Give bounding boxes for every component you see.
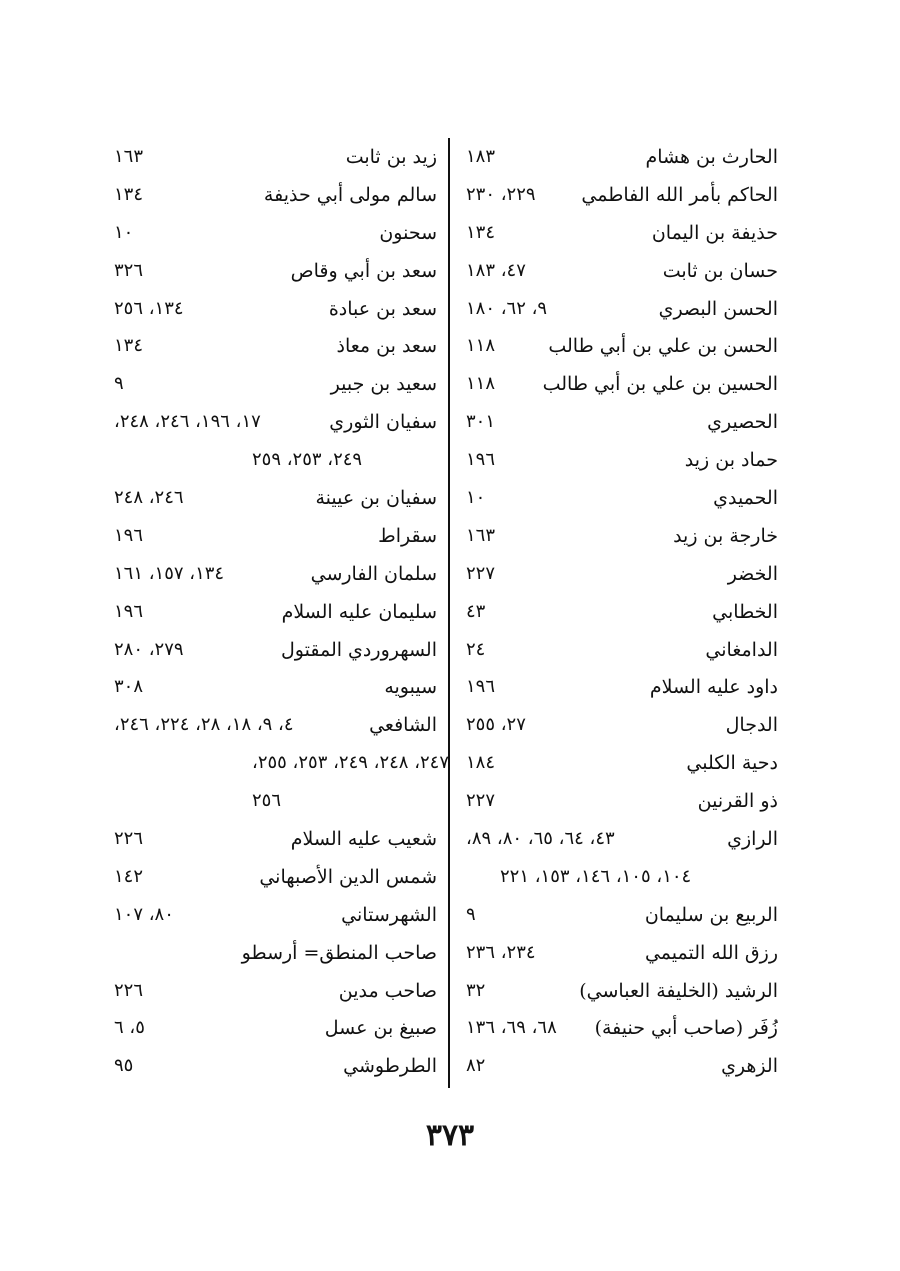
- entry-name: زُفَر (صاحب أبي حنيفة): [594, 1017, 778, 1040]
- entry-pages: ١٣٤: [114, 183, 144, 205]
- entry-pages: ٩: [114, 373, 124, 395]
- index-entry: [112, 1049, 437, 1087]
- index-entry: [112, 367, 437, 405]
- index-entry: [418, 367, 778, 405]
- index-entry: [112, 860, 437, 898]
- entry-pages: ٢٣٤، ٢٣٦: [466, 941, 536, 963]
- entry-pages: ٢٢٦: [114, 979, 144, 1001]
- entry-name: السهروردي المقتول: [281, 638, 437, 661]
- index-entry: [112, 670, 437, 708]
- index-entry: [112, 595, 437, 633]
- entry-pages: ١٣٤، ١٥٧، ١٦١: [114, 562, 225, 584]
- index-entry: [418, 519, 778, 557]
- index-entry: [418, 822, 778, 860]
- entry-pages: ١٦٣: [466, 524, 496, 546]
- entry-name: الحصيري: [707, 411, 778, 434]
- entry-pages: ١١٨: [466, 335, 496, 357]
- entry-name: الحسين بن علي بن أبي طالب: [542, 373, 778, 396]
- entry-pages: ٥، ٦: [114, 1017, 145, 1039]
- entry-pages: ٤٧، ١٨٣: [466, 259, 526, 281]
- entry-name: سعد بن عبادة: [328, 297, 437, 320]
- entry-name: سحنون: [379, 221, 437, 244]
- entry-pages: ٩٥: [114, 1055, 134, 1077]
- entry-name: داود عليه السلام: [649, 676, 778, 699]
- index-entry: [112, 254, 437, 292]
- entry-pages: ١٩٦: [466, 676, 496, 698]
- entry-pages: ٢٢٧: [466, 562, 496, 584]
- entry-pages: ٣٠٨: [114, 676, 144, 698]
- index-entry: [112, 708, 437, 746]
- index-entry: [418, 140, 778, 178]
- entry-name: سليمان عليه السلام: [281, 600, 437, 623]
- index-entry: [112, 216, 437, 254]
- entry-pages: ٨٢: [466, 1055, 486, 1077]
- entry-pages: ٢٤: [466, 638, 486, 660]
- entry-pages: ٩، ٦٢، ١٨٠: [466, 297, 548, 319]
- entry-pages: ٢٢٦: [114, 828, 144, 850]
- index-column-left: [112, 140, 450, 1087]
- index-entry: [418, 481, 778, 519]
- entry-name: سفيان بن عيينة: [315, 487, 437, 510]
- index-entry: [418, 746, 778, 784]
- index-column-right: [418, 140, 778, 1087]
- entry-pages-continued: ١٠٤، ١٠٥، ١٤٦، ١٥٣، ٢٢١: [500, 865, 692, 887]
- index-entry: [418, 898, 778, 936]
- entry-name: سعد بن أبي وقاص: [290, 259, 437, 282]
- index-entry: [418, 784, 778, 822]
- entry-pages: ١١٨: [466, 373, 496, 395]
- entry-name: سعيد بن جبير: [330, 373, 437, 396]
- index-entry: [112, 481, 437, 519]
- entry-name: شمس الدين الأصبهاني: [259, 865, 437, 888]
- entry-name: حذيفة بن اليمان: [651, 221, 778, 244]
- column-divider: [448, 138, 450, 1088]
- index-entry: [418, 595, 778, 633]
- entry-name: سعد بن معاذ: [336, 335, 437, 358]
- entry-name: الخطابي: [712, 600, 778, 623]
- entry-name: سالم مولى أبي حذيفة: [263, 183, 437, 206]
- index-entry: [112, 746, 450, 784]
- entry-name: سفيان الثوري: [329, 411, 437, 434]
- entry-name: الربيع بن سليمان: [644, 903, 778, 926]
- entry-name: الدامغاني: [705, 638, 778, 661]
- entry-pages-continued: ٢٥٦: [252, 790, 282, 812]
- index-entry: [112, 898, 437, 936]
- entry-pages: ١٣٤: [114, 335, 144, 357]
- entry-name: صبيغ بن عسل: [324, 1017, 437, 1040]
- entry-name: الحاكم بأمر الله الفاطمي: [581, 183, 778, 206]
- entry-pages: ١٧، ١٩٦، ٢٤٦، ٢٤٨،: [114, 411, 261, 433]
- index-entry: [112, 784, 437, 822]
- index-entry: [112, 178, 437, 216]
- entry-name: الشهرستاني: [341, 903, 437, 926]
- index-entry: [418, 254, 778, 292]
- entry-name: سلمان الفارسي: [310, 562, 437, 585]
- entry-pages: ٩: [466, 903, 476, 925]
- index-entry: [112, 519, 437, 557]
- index-entry: [112, 822, 437, 860]
- entry-pages: ٣٠١: [466, 411, 496, 433]
- entry-name: الشافعي: [369, 714, 437, 737]
- entry-name: الحميدي: [713, 487, 778, 510]
- index-entry: [112, 140, 437, 178]
- entry-name: زيد بن ثابت: [345, 146, 437, 168]
- entry-pages: ٣٢٦: [114, 259, 144, 281]
- entry-pages: ٢٢٧: [466, 790, 496, 812]
- index-entry: [418, 936, 778, 974]
- index-entry: [418, 974, 778, 1012]
- entry-pages: ٤، ٩، ١٨، ٢٨، ٢٢٤، ٢٤٦،: [114, 714, 294, 736]
- entry-pages: ٨٠، ١٠٧: [114, 903, 174, 925]
- entry-name: خارجة بن زيد: [673, 524, 778, 547]
- entry-pages: ١٣٤: [466, 221, 496, 243]
- entry-name: الحسن البصري: [658, 297, 778, 320]
- entry-pages: ٢٧٩، ٢٨٠: [114, 638, 184, 660]
- index-entry: [112, 443, 437, 481]
- entry-pages-continued: ٢٤٧، ٢٤٨، ٢٤٩، ٢٥٣، ٢٥٥،: [252, 752, 450, 774]
- index-entry: [418, 405, 778, 443]
- entry-name: سقراط: [378, 524, 437, 547]
- index-entry: [418, 708, 778, 746]
- index-entry: [418, 329, 778, 367]
- entry-pages-continued: ٢٤٩، ٢٥٣، ٢٥٩: [252, 449, 363, 471]
- index-entry: [418, 216, 778, 254]
- entry-name: صاحب المنطق= أرسطو: [241, 941, 437, 964]
- entry-name: حسان بن ثابت: [662, 259, 778, 282]
- index-entry: [418, 1049, 778, 1087]
- entry-name: صاحب مدين: [338, 979, 437, 1002]
- entry-pages: ١٠: [114, 221, 134, 243]
- index-entry: [418, 860, 778, 898]
- entry-pages: ٢٧، ٢٥٥: [466, 714, 526, 736]
- entry-name: رزق الله التميمي: [644, 941, 778, 964]
- entry-name: الزهري: [721, 1055, 778, 1078]
- entry-pages: ١٩٦: [114, 524, 144, 546]
- entry-name: الخضر: [727, 562, 778, 585]
- index-entry: [418, 292, 778, 330]
- index-entry: [112, 936, 437, 974]
- page-number: ٣٧٣: [425, 1118, 475, 1153]
- entry-pages: ٤٣: [466, 600, 486, 622]
- index-entry: [418, 1011, 778, 1049]
- entry-name: الطرطوشي: [343, 1055, 437, 1078]
- entry-name: الرشيد (الخليفة العباسي): [579, 979, 778, 1002]
- entry-name: حماد بن زيد: [684, 449, 778, 472]
- entry-name: الحارث بن هشام: [645, 146, 778, 168]
- entry-name: الرازي: [727, 828, 778, 851]
- entry-name: سيبويه: [384, 676, 437, 699]
- entry-pages: ١٨٣: [466, 146, 496, 167]
- entry-pages: ٤٣، ٦٤، ٦٥، ٨٠، ٨٩،: [466, 828, 615, 850]
- entry-name: دحية الكلبي: [686, 752, 778, 775]
- index-entry: [112, 1011, 437, 1049]
- index-entry: [112, 292, 437, 330]
- entry-pages: ١٩٦: [114, 600, 144, 622]
- index-entry: [418, 443, 778, 481]
- entry-pages: ١٤٢: [114, 865, 144, 887]
- index-entry: [418, 670, 778, 708]
- entry-name: الحسن بن علي بن أبي طالب: [548, 335, 778, 358]
- index-entry: [112, 974, 437, 1012]
- entry-pages: ١٣٤، ٢٥٦: [114, 297, 184, 319]
- entry-pages: ١٨٤: [466, 752, 496, 774]
- index-entry: [112, 329, 437, 367]
- entry-name: الدجال: [725, 714, 778, 737]
- index-entry: [418, 178, 778, 216]
- entry-pages: ١٩٦: [466, 449, 496, 471]
- entry-name: ذو القرنين: [697, 790, 778, 813]
- entry-pages: ٢٤٦، ٢٤٨: [114, 487, 184, 509]
- entry-name: شعيب عليه السلام: [290, 828, 437, 851]
- index-entry: [112, 557, 437, 595]
- entry-pages: ٢٢٩، ٢٣٠: [466, 183, 536, 205]
- index-entry: [418, 633, 778, 671]
- index-entry: [112, 405, 437, 443]
- entry-pages: ٦٨، ٦٩، ١٣٦: [466, 1017, 557, 1039]
- entry-pages: ١٠: [466, 487, 486, 509]
- entry-pages: ٣٢: [466, 979, 486, 1001]
- index-entry: [418, 557, 778, 595]
- entry-pages: ١٦٣: [114, 146, 144, 167]
- index-entry: [112, 633, 437, 671]
